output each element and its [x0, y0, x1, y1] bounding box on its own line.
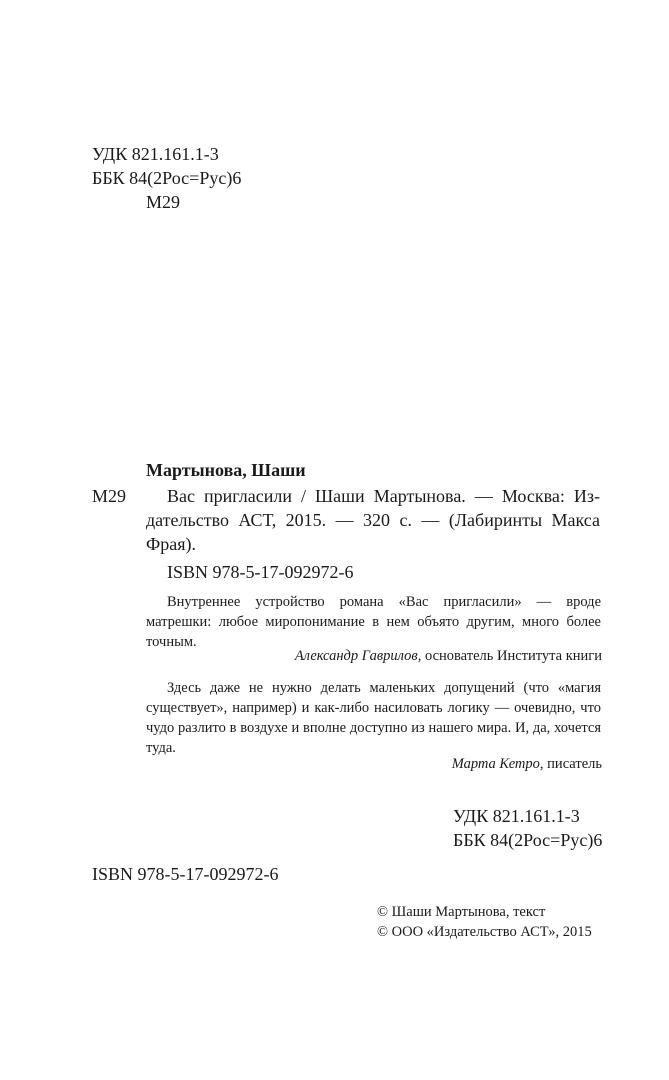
annotation-author-1: Александр Гаврилов: [294, 648, 418, 664]
annotation-signature-1: [295, 646, 602, 666]
copyright-publisher: © ООО «Издательство АСТ», 2015: [377, 924, 592, 940]
description-line-3: Фрая).: [146, 534, 196, 554]
author-heading: Мартынова, Шаши: [146, 460, 306, 480]
annotation-role-1: , основатель Института книги: [417, 648, 602, 664]
annotation-role-2: , писатель: [539, 756, 602, 772]
annotation-author-2: Марта Кетро: [451, 756, 540, 772]
bbk-code-top: ББК 84(2Рос=Рус)6: [92, 168, 242, 188]
udk-code-bottom: УДК 821.161.1-3: [453, 806, 580, 826]
copyright-author: © Шаши Мартынова, текст: [377, 904, 546, 920]
description-line-1: Вас пригласили / Шаши Мартынова. — Москва: Из-: [167, 486, 600, 506]
description-line-2: дательство АСТ, 2015. — 320 с. — (Лабиринты Макса: [146, 510, 600, 530]
udk-code-top: УДК 821.161.1-3: [92, 144, 219, 164]
isbn-bottom: ISBN 978-5-17-092972-6: [92, 864, 279, 884]
author-mark: М29: [92, 486, 127, 506]
author-mark-top: М29: [146, 192, 181, 212]
annotation-text-1: Внутреннее устройство романа «Вас пригласили» — вроде матрешки: любое миропонимание в нем объято другим, много более точным.: [146, 594, 601, 650]
bbk-code-bottom: ББК 84(2Рос=Рус)6: [453, 830, 603, 850]
annotation-signature-2: [452, 754, 602, 774]
isbn-record: ISBN 978-5-17-092972-6: [167, 562, 354, 582]
annotation-text-2: Здесь даже не нужно делать маленьких допущений (что «магия существует», например) и как-либо насиловать логику — очевидно, что чудо разлито в воздухе и вполне доступно из нашего мира. И, да, хочется туда.: [146, 680, 601, 756]
